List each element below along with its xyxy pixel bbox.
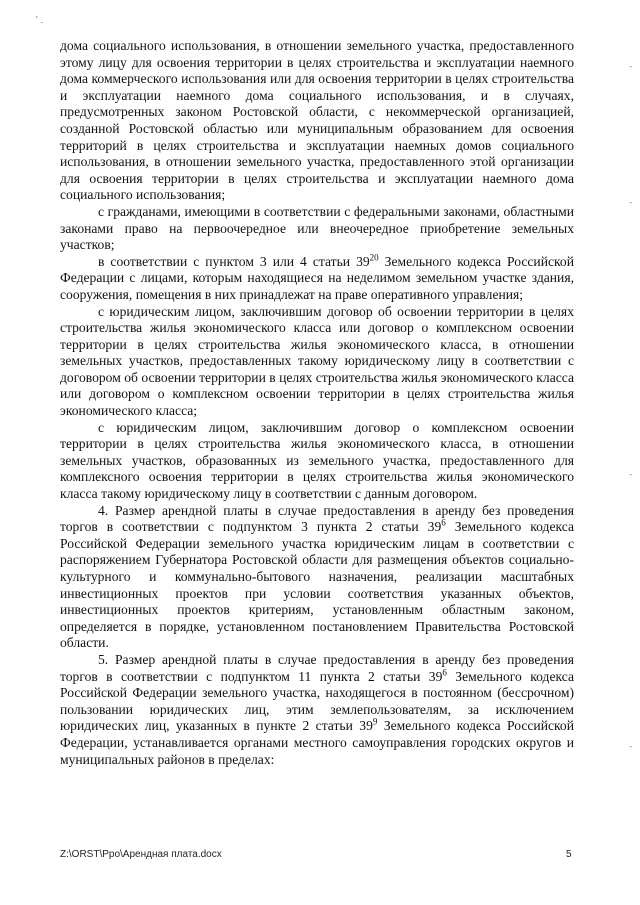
paragraph-item-4: 4. Размер арендной платы в случае предоставления в аренду без проведения торгов в соответствии с подпунктом 3 пункта 2 статьи $39^6$ Земельного кодекса Российской Федерации земельного участка юридическим лицам в соответствии с распоряжением Губернатора Ростовской области для размещения объектов социально-культурного и коммунально-бытового назначения, реализации масштабных инвестиционных проектов при условии соответствия указанных объектов, инвестиционных проектов критериям, установленным областным законом, определяется в порядке, установленном постановлением Правительства Ростовской области. <box>60 502 574 651</box>
paragraph-2: с гражданами, имеющими в соответствии с федеральными законами, областными законами право на первоочередное или внеочередное приобретение земельных участков; <box>60 203 574 253</box>
paragraph-3: в соответствии с пунктом 3 или 4 статьи $39^{20}$ Земельного кодекса Российской Федерации с лицами, которым находящиеся на неделимом земельном участке здания, сооружения, помещения в них принадлежат на праве оперативного управления; <box>60 252 574 302</box>
superscript: 6 <box>442 667 447 678</box>
edge-mark: - <box>629 470 632 479</box>
edge-mark: - <box>629 198 632 207</box>
edge-mark: - <box>629 742 632 751</box>
footer-file-path: Z:\ORST\Ppo\Арендная плата.docx <box>60 849 222 860</box>
document-body <box>60 38 574 768</box>
superscript: 20 <box>369 252 379 263</box>
paragraph-4: с юридическим лицом, заключившим договор об освоении территории в целях строительства жилья экономического класса или договор о комплексном освоении территории в целях строительства жилья экономического класса, в отношении земельных участков, предоставленных такому юридическому лицу в соответствии с договором об освоении территории в целях строительства жилья экономического класса или договором о комплексном освоении территории в целях строительства жилья экономического класса; <box>60 303 574 419</box>
paragraph-item-5: 5. Размер арендной платы в случае предоставления в аренду без проведения торгов в соответствии с подпунктом 11 пункта 2 статьи $39^6$ Земельного кодекса Российской Федерации земельного участка, находящегося в постоянном (бессрочном) пользовании юридических лиц, этим землепользователям, за исключением юридических лиц, указанных в пункте 2 статьи $39^9$ Земельного кодекса Российской Федерации, устанавливается органами местного самоуправления городских округов и муниципальных районов в пределах: <box>60 651 574 767</box>
scan-mark: ´ˎ <box>34 13 44 25</box>
superscript: 6 <box>441 517 446 528</box>
paragraph-5: с юридическим лицом, заключившим договор о комплексном освоении территории в целях строительства жилья экономического класса, в отношении земельных участков, образованных из земельного участка, предоставленного для комплексного освоения территории в целях строительства жилья экономического класса такому юридическому лицу в соответствии с данным договором. <box>60 419 574 502</box>
page-number: 5 <box>566 849 572 860</box>
superscript: 9 <box>372 716 378 727</box>
paragraph-1: дома социального использования, в отношении земельного участка, предоставленного этому лицу для освоения территории в целях строительства и эксплуатации наемного дома коммерческого использования или для освоения территории в целях строительства и эксплуатации наемного дома социального использования, и в случаях, предусмотренных законом Ростовской области, с некоммерческой организацией, созданной Ростовской областью или муниципальным образованием для освоения территорий в целях строительства и эксплуатации наемных домов социального использования, в отношении земельного участка, предоставленного этой организации для освоения территории в целях строительства и эксплуатации наемного дома социального использования; <box>60 38 574 203</box>
edge-mark: - <box>629 62 632 71</box>
